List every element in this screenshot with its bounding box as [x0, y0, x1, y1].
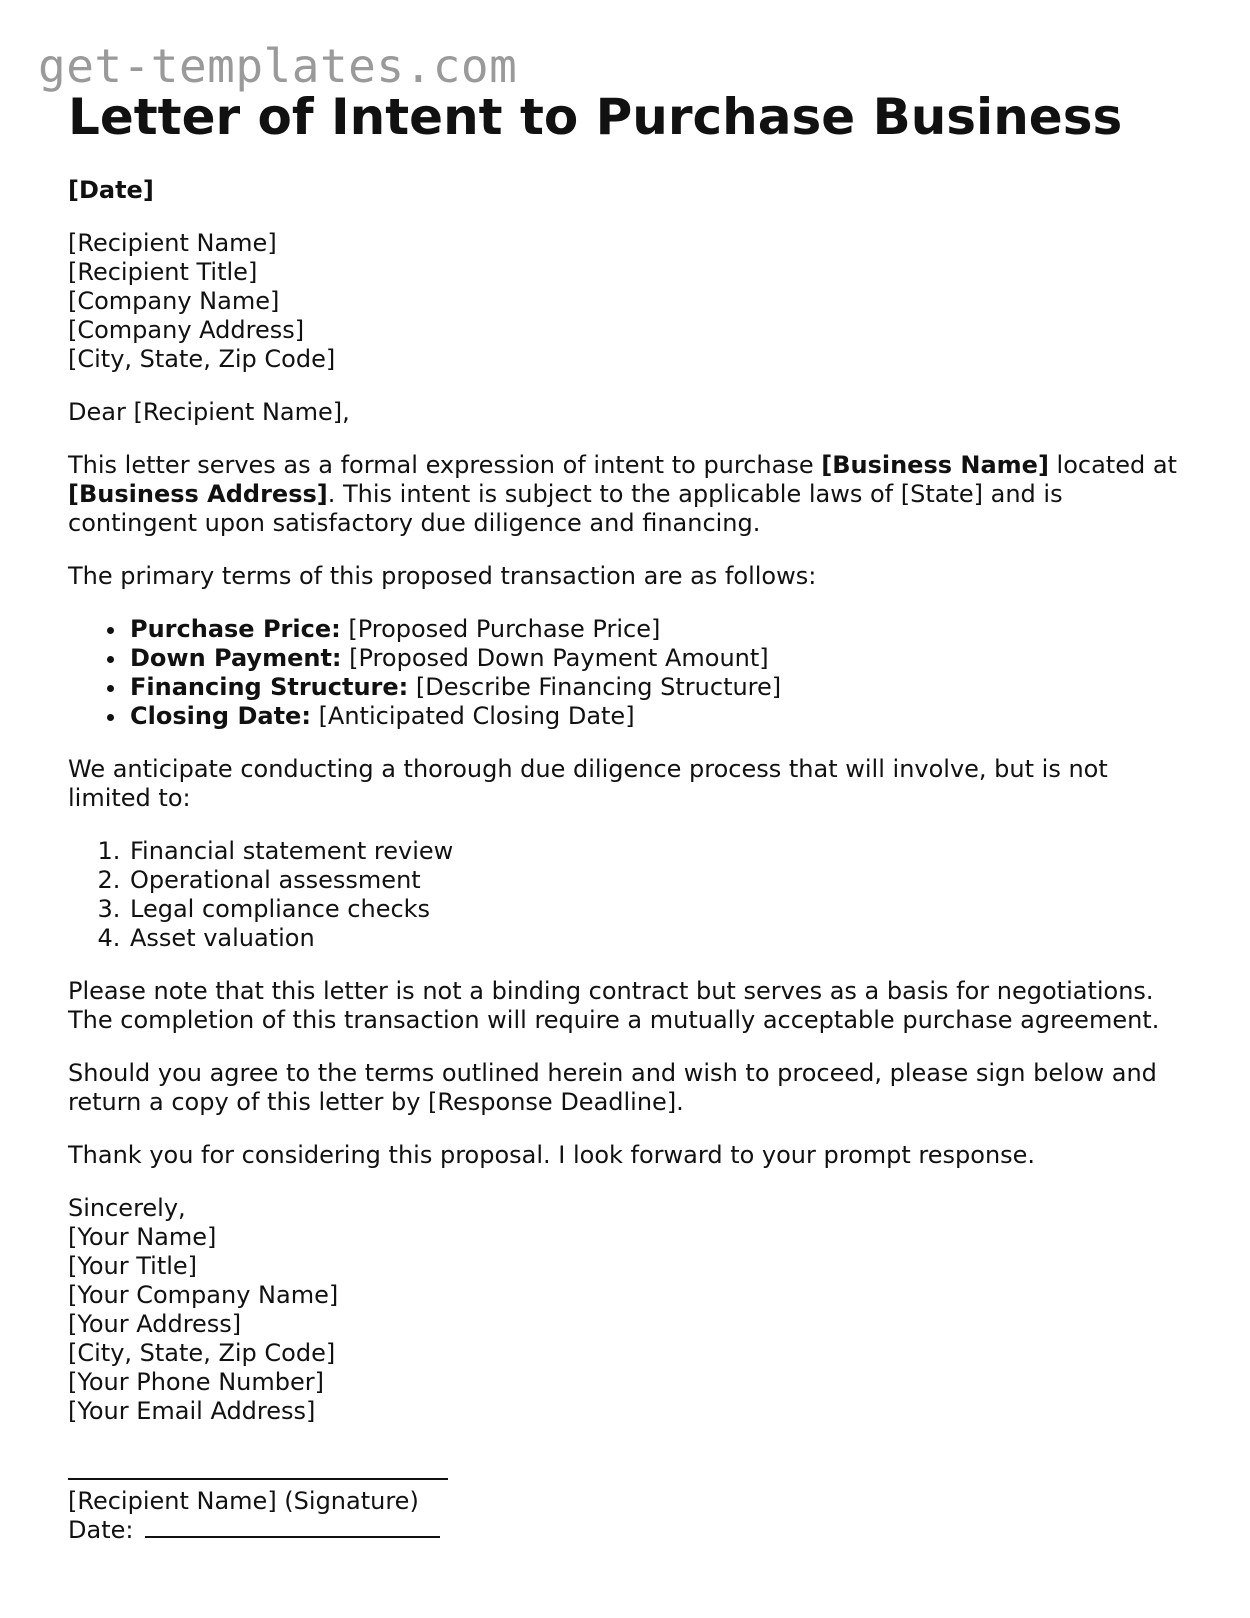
list-item: 3. Legal compliance checks [128, 895, 1198, 924]
intro-paragraph [68, 451, 1198, 538]
sender-block [68, 1194, 1198, 1426]
sender-line: [Your Title] [68, 1252, 198, 1280]
date-row [68, 1516, 1198, 1545]
letter-document [68, 86, 1198, 1545]
list-item: 2. Operational assessment [128, 866, 1198, 895]
term-value: [Proposed Down Payment Amount] [341, 644, 769, 672]
recipient-line: [City, State, Zip Code] [68, 345, 336, 373]
thanks-paragraph: Thank you for considering this proposal. I look forward to your prompt response. [68, 1141, 1036, 1169]
sender-line: [City, State, Zip Code] [68, 1339, 336, 1367]
note-paragraph: Please note that this letter is not a binding contract but serves as a basis for negotiations. The completion of this transaction will require a mutually acceptable purchase agreement. [68, 977, 1160, 1034]
intro-text: located at [1048, 451, 1177, 479]
document-title: Letter of Intent to Purchase Business [68, 88, 1123, 146]
term-value: [Describe Financing Structure] [408, 673, 782, 701]
term-label: Closing Date: [130, 702, 311, 730]
signature-rule-row [68, 1458, 1198, 1487]
list-item [128, 644, 1198, 673]
closing: Sincerely, [68, 1194, 186, 1222]
business-name-placeholder: [Business Name] [821, 451, 1049, 479]
recipient-line: [Company Address] [68, 316, 305, 344]
salutation: Dear [Recipient Name], [68, 398, 350, 426]
watermark: get-templates.com [38, 39, 518, 93]
list-item [128, 615, 1198, 644]
date-label: Date: [68, 1516, 142, 1544]
sender-line: [Your Company Name] [68, 1281, 339, 1309]
term-label: Down Payment: [130, 644, 342, 672]
sender-line: [Your Phone Number] [68, 1368, 324, 1396]
signature-line [68, 1478, 448, 1480]
sender-line: [Your Email Address] [68, 1397, 316, 1425]
term-value: [Anticipated Closing Date] [310, 702, 635, 730]
signature-label: [Recipient Name] (Signature) [68, 1487, 419, 1515]
term-value: [Proposed Purchase Price] [340, 615, 661, 643]
sender-line: [Your Name] [68, 1223, 217, 1251]
list-item [128, 702, 1198, 731]
list-item: 1. Financial statement review [128, 837, 1198, 866]
intro-text: This letter serves as a formal expression of intent to purchase [68, 451, 822, 479]
sender-line: [Your Address] [68, 1310, 242, 1338]
list-item: 4. Asset valuation [128, 924, 1198, 953]
list-item [128, 673, 1198, 702]
business-address-placeholder: [Business Address] [68, 480, 328, 508]
term-label: Financing Structure: [130, 673, 409, 701]
recipient-line: [Company Name] [68, 287, 280, 315]
recipient-line: [Recipient Title] [68, 258, 258, 286]
diligence-intro: We anticipate conducting a thorough due diligence process that will involve, but is not limited to: [68, 755, 1108, 812]
terms-intro: The primary terms of this proposed transaction are as follows: [68, 562, 817, 590]
diligence-list [68, 837, 1198, 953]
term-label: Purchase Price: [130, 615, 341, 643]
terms-list [68, 615, 1198, 731]
proceed-paragraph: Should you agree to the terms outlined herein and wish to proceed, please sign below and return a copy of this letter by [Response Deadline]. [68, 1059, 1157, 1116]
signature-section [68, 1458, 1198, 1545]
recipient-line: [Recipient Name] [68, 229, 277, 257]
date-placeholder: [Date] [68, 176, 154, 204]
date-line [145, 1536, 440, 1538]
intro-text: . This intent is subject to the applicable laws of [State] and is contingent upon satisfactory due diligence and financing. [68, 480, 1063, 537]
recipient-block [68, 229, 1198, 374]
